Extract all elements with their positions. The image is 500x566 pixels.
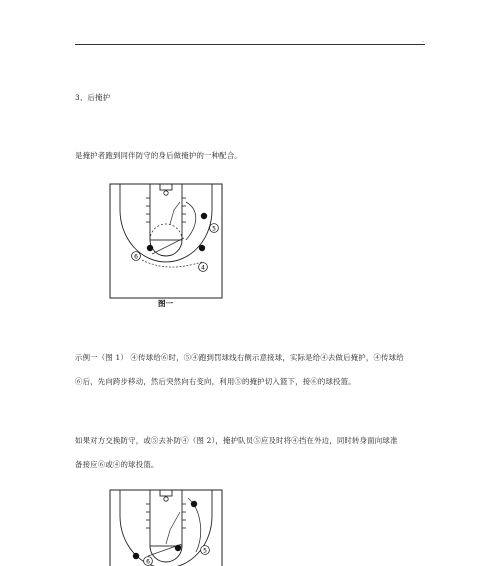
example-line-2: ⑥后，先向跨步移动，然后突然向右变向，利用⑤的掩护切入篮下，接⑥的球投篮。	[75, 377, 356, 386]
defender-marker	[133, 553, 139, 559]
header-mark: .	[422, 37, 424, 44]
court-diagram-2	[106, 486, 230, 566]
switch-line-1: 如果对方交换防守，或⑤去补防④（图 2），掩护队员⑤应及时将④挡在外边，同时转身面向球准	[75, 436, 398, 445]
player-5-label: 5	[203, 547, 207, 555]
key-lane	[150, 184, 182, 240]
defender-marker	[199, 245, 205, 251]
lane-hash-marks	[146, 504, 186, 528]
section-heading: 3、后掩护	[75, 93, 111, 102]
backboard	[160, 184, 172, 190]
player-6-label: 6	[146, 558, 150, 566]
three-point-arc	[120, 184, 212, 262]
switch-line-2: 备接应⑥或④的球投篮。	[75, 460, 159, 469]
free-throw-circle-bottom	[150, 224, 182, 240]
player-5-label: 5	[212, 225, 216, 233]
definition-paragraph: 是掩护者跑到同伴防守的身后做掩护的一种配合。	[75, 151, 242, 160]
basket	[164, 191, 168, 195]
example-line-1: 示例一（图 1） ④传球给⑥时，⑤④跑到罚球线右侧示意接球，实际是给④去做后掩护，④传球给	[75, 353, 404, 362]
court-diagram-1	[106, 180, 230, 310]
free-throw-circle-top	[150, 240, 182, 256]
court-boundary	[110, 184, 222, 298]
defender-marker	[191, 501, 197, 507]
screen-path	[166, 512, 180, 544]
screen-path	[170, 202, 180, 224]
basket	[164, 497, 168, 501]
diagram-figure-2	[106, 486, 230, 566]
backboard	[160, 490, 172, 496]
player-6-label: 6	[134, 253, 138, 261]
defender-marker	[147, 245, 153, 251]
defender-marker	[201, 213, 207, 219]
defender-marker	[175, 545, 181, 551]
figure-caption: 图一	[158, 299, 173, 308]
key-lane	[150, 490, 182, 546]
header-rule	[75, 44, 425, 45]
diagram-figure-1	[106, 180, 230, 310]
player-4-label: 4	[201, 264, 205, 272]
lane-hash-marks	[146, 198, 186, 222]
cut-path	[186, 202, 196, 240]
pass-path	[142, 260, 202, 267]
